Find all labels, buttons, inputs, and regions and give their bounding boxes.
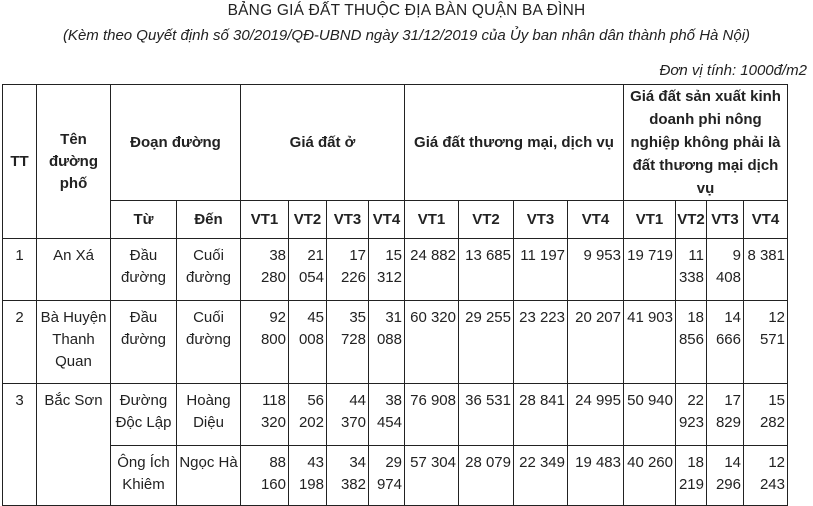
cell-price: 14 666 [707, 301, 744, 384]
header-segment: Đoạn đường [111, 85, 241, 201]
cell-price: 24 995 [568, 384, 624, 446]
header-to: Đến [177, 201, 241, 239]
cell-price: 15 282 [744, 384, 788, 446]
cell-price: 43 198 [289, 446, 327, 506]
header-residential: Giá đất ở [241, 85, 405, 201]
table-row [3, 384, 788, 446]
cell-price: 60 320 [405, 301, 459, 384]
cell-price: 24 882 [405, 239, 459, 301]
cell-tt: 2 [3, 301, 37, 384]
cell-price: 28 841 [514, 384, 568, 446]
header-vt: VT2 [676, 201, 707, 239]
header-vt: VT4 [744, 201, 788, 239]
cell-price: 29 974 [369, 446, 405, 506]
price-table [2, 84, 788, 506]
cell-price: 56 202 [289, 384, 327, 446]
cell-price: 9 953 [568, 239, 624, 301]
cell-price: 8 381 [744, 239, 788, 301]
cell-price: 17 829 [707, 384, 744, 446]
header-vt: VT4 [369, 201, 405, 239]
header-vt: VT3 [707, 201, 744, 239]
header-street: Tên đường phố [37, 85, 111, 239]
cell-price: 12 571 [744, 301, 788, 384]
header-vt: VT1 [241, 201, 289, 239]
cell-price: 38 280 [241, 239, 289, 301]
cell-price: 21 054 [289, 239, 327, 301]
cell-price: 35 728 [327, 301, 369, 384]
cell-price: 9 408 [707, 239, 744, 301]
cell-price: 18 219 [676, 446, 707, 506]
cell-tt: 3 [3, 384, 37, 506]
cell-price: 41 903 [624, 301, 676, 384]
cell-price: 28 079 [459, 446, 514, 506]
header-vt: VT2 [289, 201, 327, 239]
cell-price: 23 223 [514, 301, 568, 384]
cell-price: 45 008 [289, 301, 327, 384]
header-vt: VT1 [624, 201, 676, 239]
cell-price: 12 243 [744, 446, 788, 506]
header-from: Từ [111, 201, 177, 239]
header-vt: VT3 [514, 201, 568, 239]
cell-from: Đầu đường [111, 239, 177, 301]
cell-price: 50 940 [624, 384, 676, 446]
header-commercial: Giá đất thương mại, dịch vụ [405, 85, 624, 201]
header-vt: VT4 [568, 201, 624, 239]
cell-price: 13 685 [459, 239, 514, 301]
cell-price: 76 908 [405, 384, 459, 446]
cell-from: Ông Ích Khiêm [111, 446, 177, 506]
cell-price: 11 197 [514, 239, 568, 301]
cell-street: Bà Huyện Thanh Quan [37, 301, 111, 384]
table-row [3, 446, 788, 506]
table-row [3, 239, 788, 301]
cell-from: Đường Độc Lập [111, 384, 177, 446]
cell-price: 17 226 [327, 239, 369, 301]
cell-price: 92 800 [241, 301, 289, 384]
page-subtitle: (Kèm theo Quyết định số 30/2019/QĐ-UBND ngày 31/12/2019 của Ủy ban nhân dân thành phố Hà Nội) [62, 27, 751, 44]
cell-price: 14 296 [707, 446, 744, 506]
cell-price: 15 312 [369, 239, 405, 301]
cell-street: An Xá [37, 239, 111, 301]
cell-price: 31 088 [369, 301, 405, 384]
cell-price: 40 260 [624, 446, 676, 506]
cell-price: 19 483 [568, 446, 624, 506]
header-vt: VT1 [405, 201, 459, 239]
cell-from: Đầu đường [111, 301, 177, 384]
cell-price: 22 923 [676, 384, 707, 446]
header-vt: VT3 [327, 201, 369, 239]
cell-price: 88 160 [241, 446, 289, 506]
cell-price: 34 382 [327, 446, 369, 506]
cell-price: 29 255 [459, 301, 514, 384]
cell-price: 11 338 [676, 239, 707, 301]
cell-to: Hoàng Diệu [177, 384, 241, 446]
unit-label: Đơn vị tính: 1000đ/m2 [659, 62, 807, 79]
cell-to: Ngọc Hà [177, 446, 241, 506]
cell-to: Cuối đường [177, 301, 241, 384]
cell-price: 36 531 [459, 384, 514, 446]
cell-price: 22 349 [514, 446, 568, 506]
cell-price: 44 370 [327, 384, 369, 446]
cell-price: 18 856 [676, 301, 707, 384]
page-title: BẢNG GIÁ ĐẤT THUỘC ĐỊA BÀN QUẬN BA ĐÌNH [227, 2, 586, 19]
cell-to: Cuối đường [177, 239, 241, 301]
cell-price: 19 719 [624, 239, 676, 301]
cell-tt: 1 [3, 239, 37, 301]
header-vt: VT2 [459, 201, 514, 239]
cell-price: 57 304 [405, 446, 459, 506]
cell-price: 20 207 [568, 301, 624, 384]
header-production: Giá đất sản xuất kinh doanh phi nông nghiệp không phải là đất thương mại dịch vụ [624, 85, 788, 201]
cell-price: 38 454 [369, 384, 405, 446]
table-row [3, 301, 788, 384]
header-tt: TT [3, 85, 37, 239]
cell-street: Bắc Sơn [37, 384, 111, 506]
cell-price: 118 320 [241, 384, 289, 446]
